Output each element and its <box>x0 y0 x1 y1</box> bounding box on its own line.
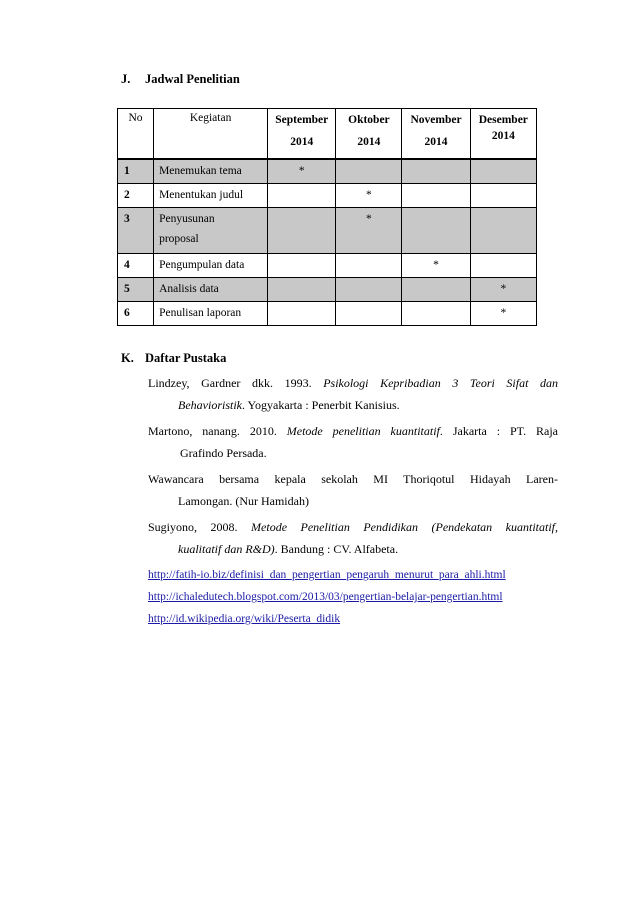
table-row <box>118 254 537 278</box>
reference-line <box>148 538 558 560</box>
header-november-name: November <box>410 114 462 126</box>
row-kegiatan: Pengumpulan data <box>154 254 268 278</box>
reference-publisher: . Jakarta : PT. Raja <box>439 424 559 438</box>
row-no: 6 <box>118 302 154 326</box>
section-k-title: Daftar Pustaka <box>145 351 227 365</box>
row-kegiatan-line1: Penyusunan <box>159 213 215 225</box>
row-mark <box>402 302 470 326</box>
section-k-heading <box>121 351 226 366</box>
row-mark <box>470 184 536 208</box>
header-november-year: 2014 <box>424 136 448 148</box>
reference-line <box>148 394 558 416</box>
reference-item <box>148 516 558 560</box>
section-j-marker: J. <box>121 72 131 86</box>
row-no: 1 <box>118 159 154 184</box>
reference-item <box>148 468 558 512</box>
section-j-heading <box>121 72 240 87</box>
row-mark <box>268 254 336 278</box>
row-mark <box>268 208 336 254</box>
header-september <box>268 109 336 160</box>
row-mark: * <box>336 184 402 208</box>
reference-publisher: . Yogyakarta : Penerbit Kanisius. <box>241 398 400 412</box>
header-september-name: September <box>275 114 329 126</box>
header-november <box>402 109 470 160</box>
reference-item <box>148 372 558 416</box>
reference-line <box>148 420 558 442</box>
row-mark <box>336 278 402 302</box>
table-row <box>118 184 537 208</box>
row-mark <box>336 254 402 278</box>
reference-link[interactable]: http://fatih-io.biz/definisi_dan_pengertian_pengaruh_menurut_para_ahli.html <box>148 569 506 581</box>
header-kegiatan: Kegiatan <box>154 109 268 160</box>
reference-title: Psikologi Kepribadian 3 Teori Sifat dan <box>323 376 558 390</box>
row-mark <box>268 302 336 326</box>
table-row <box>118 278 537 302</box>
schedule-table <box>117 108 537 326</box>
header-september-year: 2014 <box>290 136 314 148</box>
row-mark <box>470 254 536 278</box>
header-oktober-name: Oktober <box>348 114 390 126</box>
reference-line: Lamongan. (Nur Hamidah) <box>178 494 309 508</box>
row-mark: * <box>470 302 536 326</box>
table-row <box>118 208 537 254</box>
row-no: 2 <box>118 184 154 208</box>
table-row <box>118 302 537 326</box>
row-no: 3 <box>118 208 154 254</box>
reference-line <box>148 516 558 538</box>
reference-link[interactable]: http://ichaledutech.blogspot.com/2013/03/pengertian-belajar-pengertian.html <box>148 591 503 603</box>
reference-line <box>148 372 558 394</box>
row-mark <box>336 302 402 326</box>
row-mark <box>402 278 470 302</box>
table-row <box>118 159 537 184</box>
header-oktober <box>336 109 402 160</box>
row-kegiatan: Analisis data <box>154 278 268 302</box>
header-oktober-year: 2014 <box>357 136 381 148</box>
reference-title: Behavioristik <box>178 398 242 412</box>
reference-item <box>148 420 558 464</box>
row-kegiatan: Menentukan judul <box>154 184 268 208</box>
row-kegiatan: Menemukan tema <box>154 159 268 184</box>
reference-title: kualitatif dan R&D) <box>178 542 275 556</box>
section-k-marker: K. <box>121 351 134 365</box>
row-kegiatan: Penulisan laporan <box>154 302 268 326</box>
header-no: No <box>118 109 154 160</box>
row-kegiatan <box>154 208 268 254</box>
reference-author: Lindzey, Gardner dkk. 1993. <box>148 376 324 390</box>
header-desember-name: Desember <box>478 114 528 126</box>
row-no: 4 <box>118 254 154 278</box>
reference-link[interactable]: http://id.wikipedia.org/wiki/Peserta_didik <box>148 613 341 625</box>
row-kegiatan-line2: proposal <box>159 233 199 245</box>
row-mark <box>336 159 402 184</box>
reference-line: Wawancara bersama kepala sekolah MI Thoriqotul Hidayah Laren- <box>148 472 558 486</box>
reference-line: Grafindo Persada. <box>180 446 267 460</box>
reference-author: Sugiyono, 2008. <box>148 520 252 534</box>
table-header-row <box>118 109 537 160</box>
section-j-title: Jadwal Penelitian <box>145 72 240 86</box>
row-mark: * <box>336 208 402 254</box>
reference-publisher: . Bandung : CV. Alfabeta. <box>274 542 399 556</box>
row-no: 5 <box>118 278 154 302</box>
reference-title: Metode penelitian kuantitatif <box>286 424 440 438</box>
row-mark: * <box>402 254 470 278</box>
row-mark <box>470 159 536 184</box>
reference-author: Martono, nanang. 2010. <box>148 424 287 438</box>
reference-title: Metode Penelitian Pendidikan (Pendekatan kuantitatif, <box>251 520 558 534</box>
header-desember <box>470 109 536 160</box>
row-mark <box>470 208 536 254</box>
row-mark: * <box>268 159 336 184</box>
row-mark <box>402 208 470 254</box>
row-mark <box>268 278 336 302</box>
row-mark <box>402 159 470 184</box>
row-mark <box>402 184 470 208</box>
row-mark: * <box>470 278 536 302</box>
reference-list <box>148 372 558 630</box>
row-mark <box>268 184 336 208</box>
header-desember-year: 2014 <box>491 130 515 142</box>
